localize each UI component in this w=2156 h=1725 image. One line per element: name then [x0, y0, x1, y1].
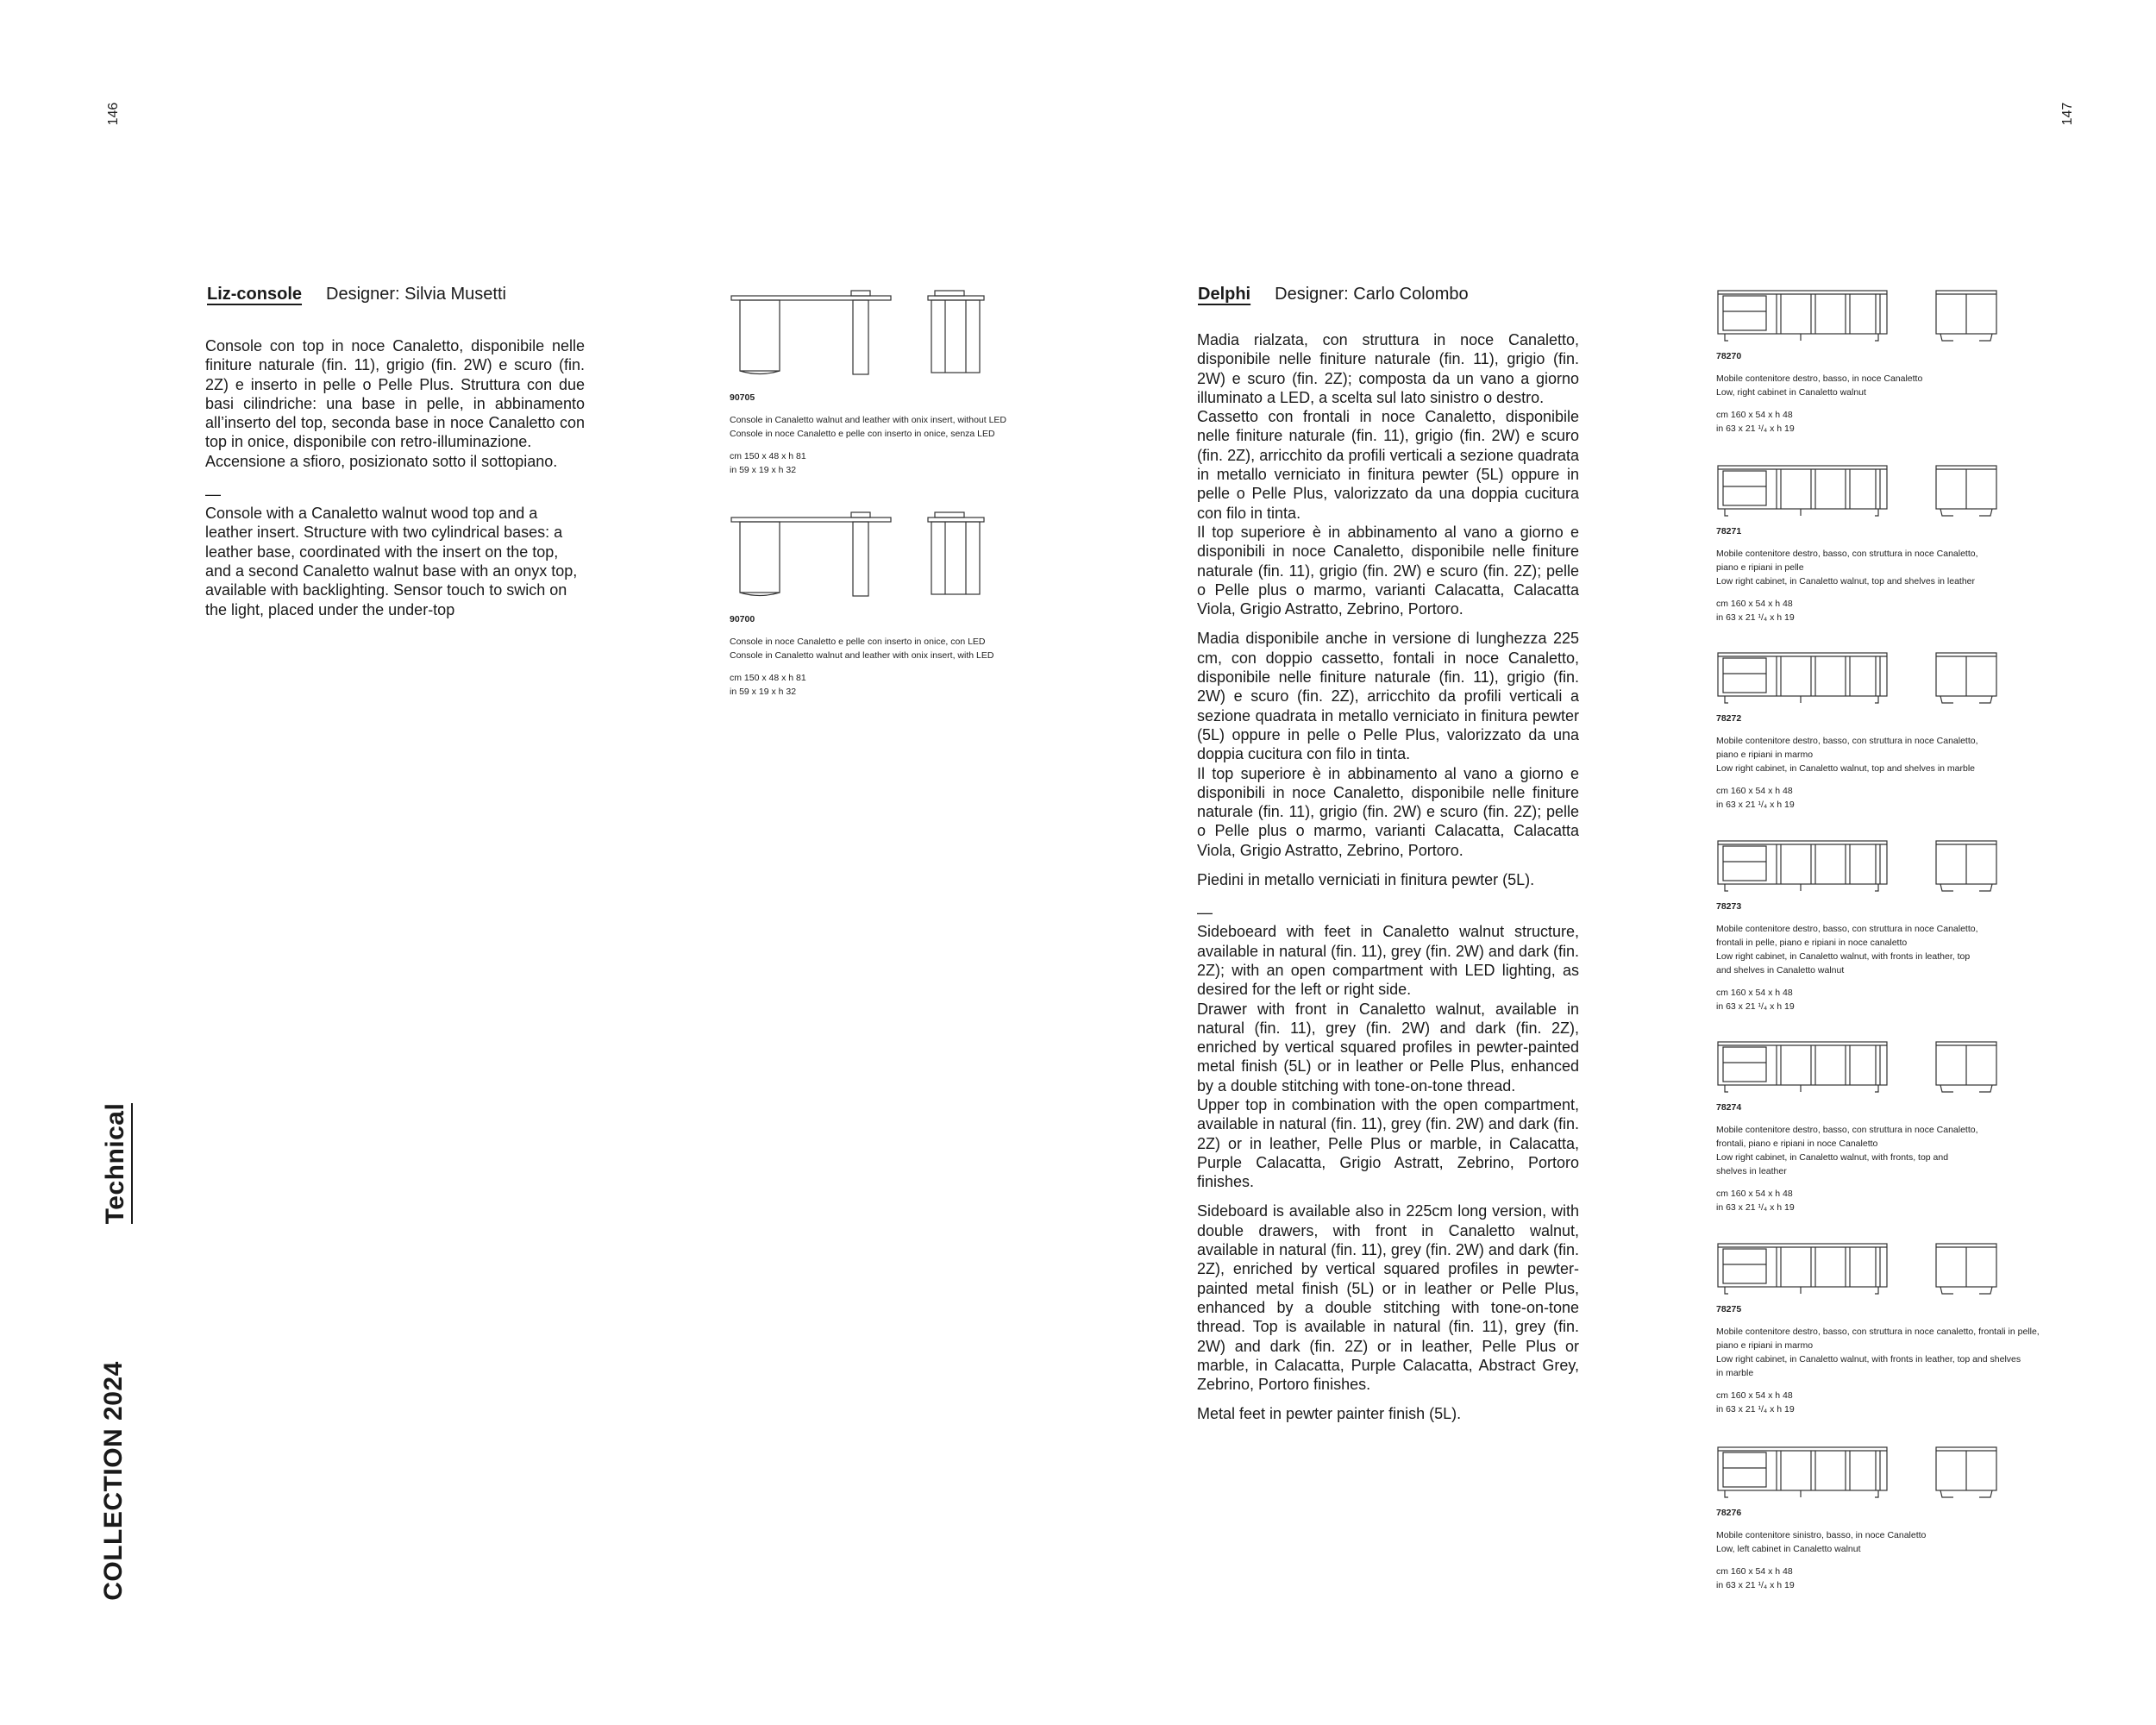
- item-desc-line: Console in Canaletto walnut and leather with onix insert, with LED: [730, 650, 994, 661]
- sideboard-drawing-icon: [1716, 289, 2001, 342]
- item-dims-in: in 59 x 19 x h 32: [730, 687, 797, 697]
- item-dims-cm: cm 160 x 54 x h 48: [1716, 410, 1793, 420]
- item-desc-line: shelves in leather: [1716, 1166, 1787, 1176]
- page-number-left: 146: [106, 102, 121, 126]
- delphi-en-paragraph: Sideboard is available also in 225cm long version, with double drawers, with front in Canaletto walnut, available in natural (fin. 11), grey (fin. 2W) and dark (fin. 2Z), enriched by vertical squared profiles in pewter-painted metal finish (5L) or in leather or Pelle Plus, enhanced by a double stitching with tone-on-tone thread. Top is available in natural (fin. 11), grey (fin. 2W) and dark (fin. 2Z) or in leather, Pelle Plus or marble, in Calacatta, Purple Calacatta, Abstract Grey, Zebrino, Portoro finishes.: [1197, 1202, 1579, 1394]
- item-desc-line: Console in noce Canaletto e pelle con inserto in onice, senza LED: [730, 429, 995, 439]
- collection-label: COLLECTION 2024: [99, 1361, 128, 1601]
- delphi-item-78270: [1716, 289, 2130, 436]
- delphi-dash: —: [1197, 904, 1213, 922]
- delphi-it-paragraph: Piedini in metallo verniciati in finitura pewter (5L).: [1197, 871, 1535, 889]
- item-desc-line: Mobile contenitore destro, basso, con struttura in noce Canaletto,: [1716, 736, 1978, 746]
- item-desc-line: Console in noce Canaletto e pelle con inserto in onice, con LED: [730, 637, 986, 647]
- item-dims-in: in 59 x 19 x h 32: [730, 465, 797, 475]
- page-number-right: 147: [2060, 102, 2075, 126]
- item-desc-line: piano e ripiani in pelle: [1716, 562, 1804, 573]
- item-desc-line: Mobile contenitore destro, basso, in noce Canaletto: [1716, 373, 1923, 384]
- delphi-item-78272: [1716, 651, 2130, 812]
- item-code: 78272: [1716, 713, 1742, 724]
- delphi-en-paragraph: Drawer with front in Canaletto walnut, available in natural (fin. 11), grey (fin. 2W) and dark (fin. 2Z), enriched by vertical squared profiles in pewter-painted metal finish (5L) or in leather or Pelle Plus, enhanced by a double stitching with tone-on-tone thread.: [1197, 1000, 1579, 1095]
- item-dims-in: in 63 x 21 ¹/₄ x h 19: [1716, 1001, 1795, 1012]
- delphi-item-78275: [1716, 1242, 2130, 1416]
- item-desc-line: Mobile contenitore destro, basso, con struttura in noce Canaletto,: [1716, 924, 1978, 934]
- item-desc-line: Console in Canaletto walnut and leather with onix insert, without LED: [730, 415, 1007, 425]
- liz-title: [207, 285, 506, 304]
- delphi-en-paragraph: Sideboeard with feet in Canaletto walnut structure, available in natural (fin. 11), grey (fin. 2W) and dark (fin. 2Z); with an open compartment with LED lighting, as desired for the left or right side.: [1197, 923, 1579, 999]
- item-desc-line: and shelves in Canaletto walnut: [1716, 965, 1845, 975]
- delphi-title: [1198, 285, 1469, 304]
- item-dims-in: in 63 x 21 ¹/₄ x h 19: [1716, 612, 1795, 623]
- item-code: 90705: [730, 392, 755, 403]
- sideboard-drawing-icon: [1716, 651, 2001, 705]
- sideboard-drawing-icon: [1716, 1446, 2001, 1499]
- item-code: 90700: [730, 614, 755, 624]
- item-dims-cm: cm 160 x 54 x h 48: [1716, 599, 1793, 609]
- delphi-it-paragraph: Il top superiore è in abbinamento al vano a giorno e disponibili in noce Canaletto, disponibile nelle finiture naturale (fin. 11), grigio (fin. 2W) e scuro (fin. 2Z); pelle o Pelle plus o marmo, varianti Calacatta, Calacatta Viola, Grigio Astratto, Zebrino, Portoro.: [1197, 764, 1579, 859]
- item-dims-in: in 63 x 21 ¹/₄ x h 19: [1716, 1404, 1795, 1414]
- delphi-item-78273: [1716, 839, 2130, 1013]
- liz-item-90700: [730, 511, 1092, 699]
- item-desc-line: Low right cabinet, in Canaletto walnut, with fronts, top and: [1716, 1152, 1949, 1163]
- delphi-item-78276: [1716, 1446, 2130, 1592]
- item-dims-in: in 63 x 21 ¹/₄ x h 19: [1716, 1580, 1795, 1590]
- item-desc-line: frontali in pelle, piano e ripiani in noce canaletto: [1716, 938, 1908, 948]
- sideboard-drawing-icon: [1716, 1040, 2001, 1094]
- item-desc-line: Mobile contenitore destro, basso, con struttura in noce canaletto, frontali in pelle,: [1716, 1327, 2040, 1337]
- delphi-it-paragraph: Madia disponibile anche in versione di lunghezza 225 cm, con doppio cassetto, fontali in noce Canaletto, disponibile nelle finiture naturale (fin. 11), grigio (fin. 2W) e scuro (fin. 2Z), arricchito da profili verticali a sezione quadrata in metallo verniciato in finitura pewter (5L) oppure in pelle o Pelle Plus, valorizzato da una doppia cucitura con filo in tinta.: [1197, 630, 1579, 763]
- liz-it-paragraph: Console con top in noce Canaletto, disponibile nelle finiture naturale (fin. 11), grigio (fin. 2W) e scuro (fin. 2Z) e inserto in pelle o Pelle Plus. Struttura con due basi cilindriche: una base in pelle, in abbinamento all’inserto del top, seconda base in noce Canaletto con top in onice, disponibile con retro-illuminazione.: [205, 337, 585, 451]
- delphi-en-paragraph: Upper top in combination with the open compartment, available in natural (fin. 11), grey (fin. 2W) and dark (fin. 2Z) or in leather, Pelle Plus or marble, in Calacatta, Purple Calacatta, Grigio Astratt, Zebrino, Portoro finishes.: [1197, 1095, 1579, 1191]
- item-code: 78271: [1716, 526, 1742, 536]
- delphi-en-paragraph: Metal feet in pewter painter finish (5L).: [1197, 1405, 1462, 1423]
- delphi-description: [1197, 330, 1579, 1424]
- liz-en-paragraph: Console with a Canaletto walnut wood top and a leather insert. Structure with two cylindrical bases: a leather base, coordinated with the insert on the top, and a second Canaletto walnut base with an onyx top, available with backlighting. Sensor touch to swich on the light, placed under the under-top: [205, 505, 578, 618]
- item-dims-cm: cm 160 x 54 x h 48: [1716, 1390, 1793, 1401]
- item-dims-in: in 63 x 21 ¹/₄ x h 19: [1716, 800, 1795, 810]
- item-desc-line: Low, left cabinet in Canaletto walnut: [1716, 1544, 1861, 1554]
- liz-dash: —: [205, 486, 221, 504]
- sideboard-drawing-icon: [1716, 1242, 2001, 1295]
- item-desc-line: in marble: [1716, 1368, 1754, 1378]
- item-code: 78276: [1716, 1508, 1742, 1518]
- item-desc-line: piano e ripiani in marmo: [1716, 750, 1814, 760]
- item-desc-line: Low, right cabinet in Canaletto walnut: [1716, 387, 1866, 398]
- liz-item-90705: [730, 289, 1092, 477]
- item-desc-line: Mobile contenitore destro, basso, con struttura in noce Canaletto,: [1716, 549, 1978, 559]
- delphi-it-paragraph: Cassetto con frontali in noce Canaletto, disponibile nelle finiture naturale (fin. 11), grigio (fin. 2W) e scuro (fin. 2Z), arricchito da profili verticali a sezione quadrata in metallo verniciato in finitura pewter (5L) oppure in pelle o Pelle Plus, valorizzato da una doppia cucitura con filo in tinta.: [1197, 408, 1579, 522]
- console-drawing-icon: [730, 289, 988, 384]
- delphi-designer: Designer: Carlo Colombo: [1275, 285, 1469, 304]
- item-dims-in: in 63 x 21 ¹/₄ x h 19: [1716, 1202, 1795, 1213]
- item-desc-line: Low right cabinet, in Canaletto walnut, with fronts in leather, top: [1716, 951, 1971, 962]
- item-dims-cm: cm 160 x 54 x h 48: [1716, 786, 1793, 796]
- item-dims-cm: cm 160 x 54 x h 48: [1716, 1189, 1793, 1199]
- item-code: 78270: [1716, 351, 1742, 361]
- delphi-item-78274: [1716, 1040, 2130, 1214]
- item-desc-line: Low right cabinet, in Canaletto walnut, top and shelves in marble: [1716, 763, 1976, 774]
- console-drawing-icon: [730, 511, 988, 605]
- item-dims-cm: cm 160 x 54 x h 48: [1716, 988, 1793, 998]
- item-desc-line: Mobile contenitore destro, basso, con struttura in noce Canaletto,: [1716, 1125, 1978, 1135]
- liz-it-paragraph: Accensione a sfioro, posizionato sotto il sottopiano.: [205, 452, 558, 470]
- delphi-it-paragraph: Madia rialzata, con struttura in noce Canaletto, disponibile nelle finiture naturale (fin. 11), grigio (fin. 2W) e scuro (fin. 2Z); composta da un vano a giorno illuminato a LED, a scelta sul lato sinistro o destro.: [1197, 331, 1579, 406]
- item-desc-line: Low right cabinet, in Canaletto walnut, with fronts in leather, top and shelves: [1716, 1354, 2021, 1364]
- item-code: 78275: [1716, 1304, 1742, 1314]
- delphi-item-78271: [1716, 464, 2130, 624]
- item-desc-line: piano e ripiani in marmo: [1716, 1340, 1814, 1351]
- item-desc-line: Low right cabinet, in Canaletto walnut, top and shelves in leather: [1716, 576, 1976, 586]
- sideboard-drawing-icon: [1716, 839, 2001, 893]
- item-desc-line: Mobile contenitore sinistro, basso, in noce Canaletto: [1716, 1530, 1927, 1540]
- delphi-product-name: Delphi: [1198, 285, 1251, 304]
- item-desc-line: frontali, piano e ripiani in noce Canaletto: [1716, 1138, 1878, 1149]
- liz-product-name: Liz-console: [207, 285, 303, 304]
- item-dims-in: in 63 x 21 ¹/₄ x h 19: [1716, 423, 1795, 434]
- item-dims-cm: cm 150 x 48 x h 81: [730, 451, 806, 461]
- sideboard-drawing-icon: [1716, 464, 2001, 518]
- liz-description: [205, 336, 585, 619]
- delphi-it-paragraph: Il top superiore è in abbinamento al vano a giorno e disponibili in noce Canaletto, disponibile nelle finiture naturale (fin. 11), grigio (fin. 2W) e scuro (fin. 2Z); pelle o Pelle plus o marmo, varianti Calacatta, Calacatta Viola, Grigio Astratto, Zebrino, Portoro.: [1197, 523, 1579, 618]
- liz-designer: Designer: Silvia Musetti: [326, 285, 506, 304]
- item-code: 78273: [1716, 901, 1742, 912]
- item-dims-cm: cm 150 x 48 x h 81: [730, 673, 806, 683]
- item-code: 78274: [1716, 1102, 1742, 1113]
- section-label-technical: Technical: [100, 1077, 131, 1250]
- item-dims-cm: cm 160 x 54 x h 48: [1716, 1566, 1793, 1577]
